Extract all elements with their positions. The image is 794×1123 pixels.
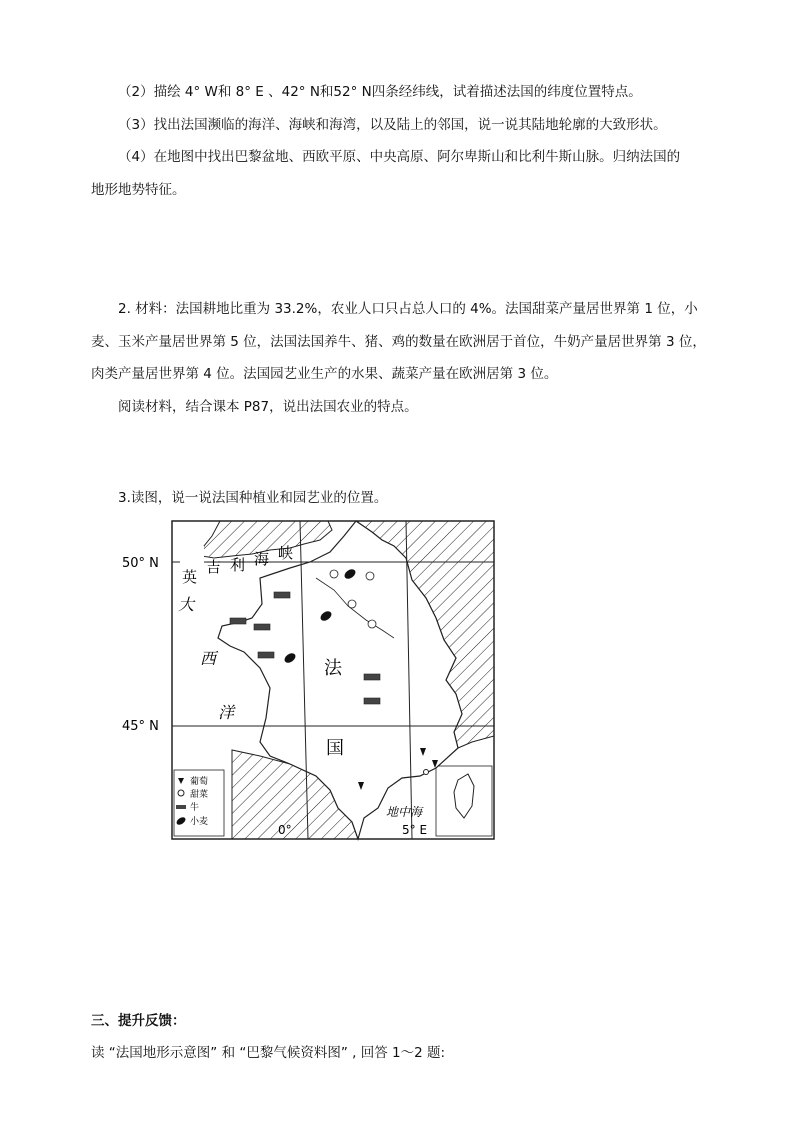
- material-line1: 2. 材料：法国耕地比重为 33.2%，农业人口只占总人口的 4%。法国甜菜产量居世界第 1 位，小: [118, 301, 698, 317]
- question-4-line2: 地形地势特征。: [91, 182, 186, 198]
- section-heading: 三、提升反馈：: [91, 1013, 186, 1029]
- material-question: 阅读材料，结合课本 P87，说出法国农业的特点。: [118, 399, 418, 415]
- lon-5-label: 5° E: [402, 823, 428, 837]
- ocean-char-1: 大: [178, 595, 195, 614]
- section-intro: 读 “法国地形示意图” 和 “巴黎气候资料图” , 回答 1～2 题:: [91, 1045, 446, 1061]
- channel-char-4: 海: [254, 550, 270, 568]
- ocean-char-2: 西: [200, 649, 217, 668]
- ocean-char-3: 洋: [218, 703, 235, 722]
- legend-wheat: 小麦: [190, 817, 209, 827]
- map-question: 3.读图，说一说法国种植业和园艺业的位置。: [118, 490, 388, 506]
- legend-cattle: 牛: [190, 803, 200, 813]
- question-4-line1: （4）在地图中找出巴黎盆地、西欧平原、中央高原、阿尔卑斯山和比利牛斯山脉。归纳法国的: [118, 149, 681, 165]
- france-agriculture-map: [120, 518, 498, 842]
- material-line2: 麦、玉米产量居世界第 5 位，法国法国养牛、猪、鸡的数量在欧洲居于首位，牛奶产量居世界第 3 位，: [91, 334, 706, 350]
- country-char-1: 法: [324, 658, 342, 679]
- channel-char-5: 峡: [278, 544, 294, 562]
- country-char-2: 国: [326, 738, 344, 759]
- lat-50-label: 50° N: [122, 556, 159, 571]
- material-line3: 肉类产量居世界第 4 位。法国园艺业生产的水果、蔬菜产量在欧洲居第 3 位。: [91, 366, 558, 382]
- lon-0-label: 0°: [278, 823, 292, 837]
- legend-grapes: 葡萄: [190, 777, 209, 787]
- legend-beet: 甜菜: [190, 790, 209, 800]
- channel-char-1: 英: [182, 568, 198, 586]
- question-2: （2）描绘 4° W和 8° E 、42° N和52° N四条经纬线，试着描述法国的纬度位置特点。: [118, 84, 642, 100]
- channel-char-2: 吉: [206, 558, 222, 576]
- lat-45-label: 45° N: [122, 719, 159, 734]
- channel-char-3: 利: [230, 556, 246, 574]
- map-legend: [174, 770, 224, 836]
- question-3: （3）找出法国濒临的海洋、海峡和海湾，以及陆上的邻国，说一说其陆地轮廓的大致形状。: [118, 117, 667, 133]
- mediterranean-label: 地中海: [386, 805, 423, 819]
